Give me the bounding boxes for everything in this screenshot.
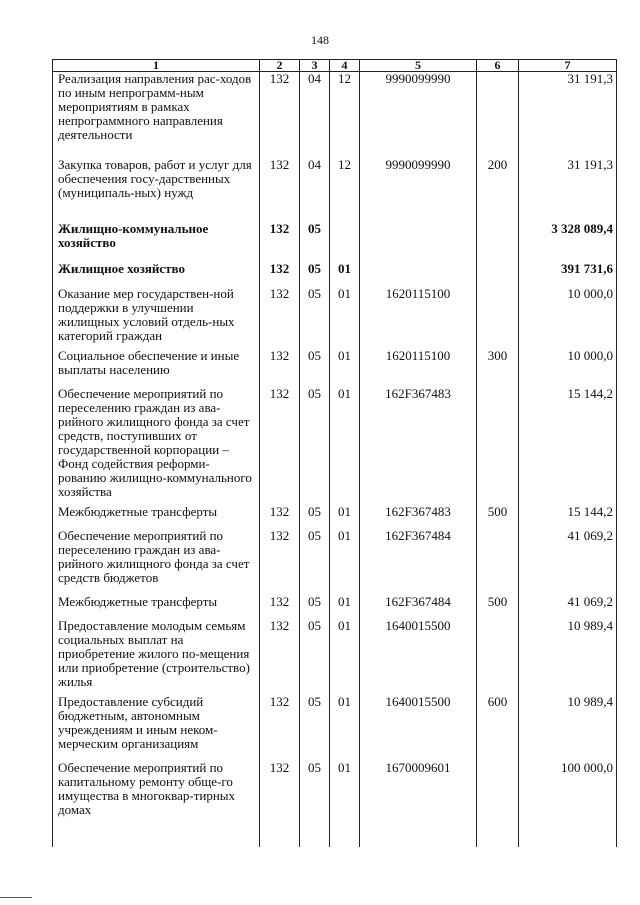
- row-grbs-cell: 132: [260, 262, 300, 287]
- row-name-cell: Обеспечение мероприятий по переселению граждан из ава-рийного жилищного фонда за счет средств, поступивших от государственной корпорации – Фонд содействия реформи-рованию жилищно-коммунального хозяйства: [53, 387, 260, 505]
- row-section-cell: 05: [300, 387, 330, 505]
- row-target-article-cell: 1640015500: [360, 619, 477, 695]
- budget-table: [52, 59, 617, 847]
- row-name-cell: Закупка товаров, работ и услуг для обеспечения госу-дарственных (муниципаль-ных) нужд: [53, 158, 260, 222]
- column-header: 3: [300, 60, 330, 72]
- row-subsection-cell: 01: [330, 262, 360, 287]
- row-section-cell: 05: [300, 287, 330, 349]
- empty-cell: [330, 817, 360, 847]
- column-header: 4: [330, 60, 360, 72]
- row-section-cell: 05: [300, 222, 330, 262]
- row-grbs-cell: 132: [260, 222, 300, 262]
- row-subsection-cell: 01: [330, 695, 360, 761]
- row-expense-type-cell: 600: [477, 695, 519, 761]
- row-section-cell: 05: [300, 262, 330, 287]
- row-subsection-cell: 01: [330, 505, 360, 529]
- row-subsection-cell: 01: [330, 619, 360, 695]
- empty-cell: [53, 817, 260, 847]
- row-target-article-cell: 162F367484: [360, 529, 477, 595]
- row-target-article-cell: 1670009601: [360, 761, 477, 817]
- row-expense-type-cell: [477, 619, 519, 695]
- row-subsection-cell: 01: [330, 349, 360, 387]
- row-name-cell: Межбюджетные трансферты: [53, 505, 260, 529]
- column-header: 7: [519, 60, 617, 72]
- row-grbs-cell: 132: [260, 505, 300, 529]
- row-amount-cell: 31 191,3: [519, 72, 617, 158]
- footer-divider: [0, 897, 32, 898]
- table-row: [53, 595, 617, 619]
- row-section-cell: 05: [300, 529, 330, 595]
- row-subsection-cell: 01: [330, 529, 360, 595]
- row-amount-cell: 15 144,2: [519, 387, 617, 505]
- table-body: [53, 72, 617, 847]
- table-row: [53, 505, 617, 529]
- row-name-cell: Межбюджетные трансферты: [53, 595, 260, 619]
- column-header: 2: [260, 60, 300, 72]
- row-grbs-cell: 132: [260, 619, 300, 695]
- row-section-cell: 05: [300, 695, 330, 761]
- row-amount-cell: 10 000,0: [519, 287, 617, 349]
- row-target-article-cell: 1620115100: [360, 287, 477, 349]
- row-target-article-cell: 162F367483: [360, 505, 477, 529]
- row-target-article-cell: 1620115100: [360, 349, 477, 387]
- row-amount-cell: 100 000,0: [519, 761, 617, 817]
- row-grbs-cell: 132: [260, 595, 300, 619]
- table-row: [53, 262, 617, 287]
- table-row: [53, 761, 617, 817]
- row-amount-cell: 10 000,0: [519, 349, 617, 387]
- row-expense-type-cell: 500: [477, 595, 519, 619]
- row-target-article-cell: [360, 222, 477, 262]
- row-name-cell: Социальное обеспечение и иные выплаты населению: [53, 349, 260, 387]
- row-section-cell: 04: [300, 72, 330, 158]
- row-expense-type-cell: [477, 262, 519, 287]
- row-expense-type-cell: [477, 287, 519, 349]
- row-subsection-cell: 12: [330, 72, 360, 158]
- row-target-article-cell: 162F367484: [360, 595, 477, 619]
- row-target-article-cell: 9990099990: [360, 158, 477, 222]
- row-section-cell: 05: [300, 349, 330, 387]
- row-subsection-cell: 01: [330, 761, 360, 817]
- empty-cell: [360, 817, 477, 847]
- row-target-article-cell: [360, 262, 477, 287]
- empty-cell: [477, 817, 519, 847]
- row-name-cell: Оказание мер государствен-ной поддержки в улучшении жилищных условий отдель-ных категорий граждан: [53, 287, 260, 349]
- row-subsection-cell: 01: [330, 287, 360, 349]
- row-grbs-cell: 132: [260, 287, 300, 349]
- row-name-cell: Обеспечение мероприятий по капитальному ремонту обще-го имущества в многоквар-тирных домах: [53, 761, 260, 817]
- empty-cell: [519, 817, 617, 847]
- row-expense-type-cell: 300: [477, 349, 519, 387]
- table-row: [53, 158, 617, 222]
- column-header: 5: [360, 60, 477, 72]
- row-expense-type-cell: [477, 761, 519, 817]
- row-grbs-cell: 132: [260, 695, 300, 761]
- row-amount-cell: 41 069,2: [519, 529, 617, 595]
- row-section-cell: 05: [300, 761, 330, 817]
- row-expense-type-cell: 200: [477, 158, 519, 222]
- row-amount-cell: 10 989,4: [519, 695, 617, 761]
- row-name-cell: Обеспечение мероприятий по переселению граждан из ава-рийного жилищного фонда за счет средств бюджетов: [53, 529, 260, 595]
- row-expense-type-cell: [477, 72, 519, 158]
- column-header: 6: [477, 60, 519, 72]
- row-subsection-cell: 01: [330, 387, 360, 505]
- table-row: [53, 72, 617, 158]
- row-name-cell: Предоставление субсидий бюджетным, автономным учреждениям и иным неком-мерческим организациям: [53, 695, 260, 761]
- table-row: [53, 349, 617, 387]
- row-section-cell: 05: [300, 595, 330, 619]
- row-grbs-cell: 132: [260, 529, 300, 595]
- row-section-cell: 05: [300, 505, 330, 529]
- row-target-article-cell: 9990099990: [360, 72, 477, 158]
- row-section-cell: 05: [300, 619, 330, 695]
- row-grbs-cell: 132: [260, 349, 300, 387]
- row-expense-type-cell: [477, 529, 519, 595]
- row-amount-cell: 391 731,6: [519, 262, 617, 287]
- row-grbs-cell: 132: [260, 387, 300, 505]
- table-row: [53, 287, 617, 349]
- row-subsection-cell: 12: [330, 158, 360, 222]
- table-row: [53, 619, 617, 695]
- row-name-cell: Предоставление молодым семьям социальных выплат на приобретение жилого по-мещения или приобретение (строительство) жилья: [53, 619, 260, 695]
- row-amount-cell: 10 989,4: [519, 619, 617, 695]
- row-expense-type-cell: [477, 222, 519, 262]
- table-row: [53, 695, 617, 761]
- table-row: [53, 529, 617, 595]
- table-filler-row: [53, 817, 617, 847]
- row-grbs-cell: 132: [260, 761, 300, 817]
- row-name-cell: Реализация направления рас-ходов по иным непрограмм-ным мероприятиям в рамках непрограммного направления деятельности: [53, 72, 260, 158]
- row-name-cell: Жилищное хозяйство: [53, 262, 260, 287]
- row-section-cell: 04: [300, 158, 330, 222]
- row-expense-type-cell: [477, 387, 519, 505]
- empty-cell: [260, 817, 300, 847]
- column-header: 1: [53, 60, 260, 72]
- row-amount-cell: 15 144,2: [519, 505, 617, 529]
- page-number: 148: [311, 33, 329, 47]
- row-name-cell: Жилищно-коммунальное хозяйство: [53, 222, 260, 262]
- row-subsection-cell: [330, 222, 360, 262]
- row-amount-cell: 31 191,3: [519, 158, 617, 222]
- table-header-row: [53, 60, 617, 72]
- row-target-article-cell: 1640015500: [360, 695, 477, 761]
- row-amount-cell: 41 069,2: [519, 595, 617, 619]
- row-grbs-cell: 132: [260, 72, 300, 158]
- row-amount-cell: 3 328 089,4: [519, 222, 617, 262]
- empty-cell: [300, 817, 330, 847]
- row-subsection-cell: 01: [330, 595, 360, 619]
- row-grbs-cell: 132: [260, 158, 300, 222]
- table-row: [53, 387, 617, 505]
- table-row: [53, 222, 617, 262]
- row-expense-type-cell: 500: [477, 505, 519, 529]
- row-target-article-cell: 162F367483: [360, 387, 477, 505]
